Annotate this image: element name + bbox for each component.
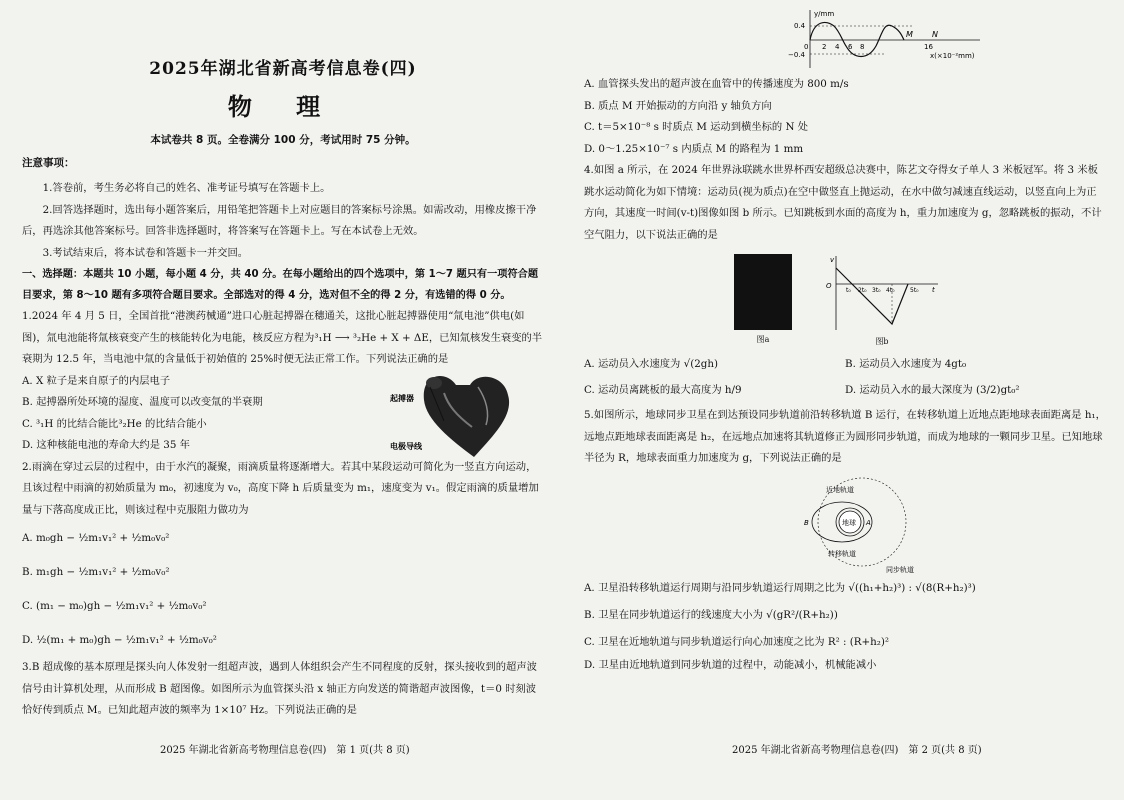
- question-3: [22, 657, 544, 722]
- option-d: D. 运动员入水的最大深度为 (3/2)gt₀²: [845, 384, 1020, 396]
- wave-y-axis-label: y/mm: [814, 10, 835, 18]
- question-5: [584, 405, 1106, 676]
- option-a: A. 运动员入水速度为 √(2gh): [584, 358, 718, 370]
- q3-option-a: A. 血管探头发出的超声波在血管中的传播速度为 800 m/s: [584, 78, 849, 90]
- option-d: D. 这种核能电池的寿命大约是 35 年: [22, 439, 190, 451]
- question-stem: 4.如图 a 所示，在 2024 年世界泳联跳水世界杯西安超级总决赛中，陈艺文夺得女子单人 3 米板冠军。将 3 米板跳水运动简化为如下情境：运动员(视为质点)在空中做竖直上抛运动，在水中做匀减速直线运动，以竖直向上为正方向，其速度一时间(v-t)图像如图 b 所示。已知跳板到水面的高度为 h，重力加速度为 g，忽略跳板的振动，不计空气阻力，以下说法正确的是: [584, 164, 1102, 241]
- notice-item: 1.答卷前，考生务必将自己的姓名、准考证号填写在答题卡上。: [42, 182, 331, 194]
- wave-tick: 16: [924, 43, 933, 51]
- option-c: C. (m₁ − m₀)gh − ½m₁v₁² + ½m₀v₀²: [22, 600, 207, 612]
- option-b: B. 起搏器所处环境的湿度、温度可以改变氚的半衰期: [22, 396, 263, 408]
- wave-x-axis-label: x(×10⁻²mm): [930, 52, 975, 60]
- notice-item: 2.回答选择题时，选出每小题答案后，用铅笔把答题卡上对应题目的答案标号涂黑。如需改动，用橡皮擦干净后，再选涂其他答案标号。回答非选择题时，将答案写在答题卡上。写在本试卷上无效。: [22, 203, 537, 237]
- lead-wire-label: 电极导线: [390, 441, 422, 451]
- option-a: A. 卫星沿转移轨道运行周期与沿同步轨道运行周期之比为 √((h₁+h₂)³) : √(8(R+h₂)³): [584, 581, 976, 594]
- graph-tick: t₀: [846, 287, 851, 294]
- notice-heading: 注意事项：: [22, 157, 75, 169]
- wave-figure: [784, 8, 984, 70]
- figure-a-caption: 图a: [756, 335, 770, 344]
- q3-option-b: B. 质点 M 开始振动的方向沿 y 轴负方向: [584, 99, 772, 112]
- wave-tick: 6: [848, 43, 853, 51]
- wave-tick: 2: [822, 43, 827, 51]
- q3-option-c: C. t＝5×10⁻⁸ s 时质点 M 运动到横坐标的 N 处: [584, 121, 809, 133]
- option-c: C. 卫星在近地轨道与同步轨道运行向心加速度之比为 R² : (R+h₂)²: [584, 635, 890, 648]
- option-b: B. 运动员入水速度为 4gt₀: [845, 358, 967, 370]
- graph-t-label: t: [932, 286, 935, 294]
- option-d: D. 卫星由近地轨道到同步轨道的过程中，动能减小，机械能减小: [584, 658, 877, 671]
- point-a-label: A: [866, 518, 871, 527]
- graph-origin: O: [826, 282, 832, 290]
- graph-tick: 2t₀: [858, 287, 867, 294]
- graph-tick: 5t₀: [910, 287, 919, 294]
- question-stem: 2.雨滴在穿过云层的过程中，由于水汽的凝聚，雨滴质量将逐渐增大。若其中某段运动可简化为一竖直方向运动，且该过程中雨滴的初始质量为 m₀，初速度为 v₀，高度下降 h 后质量变为 m₁，速度变为 v₁。假定雨滴的质量增加量与下落高度成正比，则该过程中克服阻力做功为: [22, 460, 539, 516]
- graph-tick: 4t₀: [886, 287, 895, 294]
- notice-item: 3.考试结束后，将本试卷和答题卡一并交回。: [42, 246, 249, 259]
- q3-option-d: D. 0～1.25×10⁻⁷ s 内质点 M 的路程为 1 mm: [584, 142, 804, 155]
- pacemaker-figure: [386, 365, 526, 461]
- wave-tick: 0.4: [794, 22, 806, 30]
- section-heading: 一、选择题：本题共 10 小题，每小题 4 分，共 40 分。在每小题给出的四个选项中，第 1～7 题只有一项符合题目要求，第 8～10 题有多项符合题目要求。全部选对的得 4 分，选对但不全的得 2 分，有选错的得 0 分。: [22, 269, 539, 301]
- question-1: [22, 306, 544, 457]
- wave-tick: 4: [835, 43, 840, 51]
- diving-photo: [734, 254, 792, 330]
- figure-a: [734, 254, 792, 347]
- question-stem: 1.2024 年 4 月 5 日，全国首批“港澳药械通”进口心脏起搏器在穗通关，这批心脏起搏器使用“氚电池”供电(如图)，氚电池能将氚核衰变产生的核能转化为电能，核反应方程为³₁H ⟶ ³₂He + X + ΔE，已知氚核发生衰变的半衰期为 12.5 年，当电池中氚的含量低于初始值的 25%时便无法正常工作。下列说法正确的是: [22, 310, 543, 365]
- option-c: C. 运动员离跳板的最大高度为 h/9: [584, 384, 742, 396]
- exam-page-2: [562, 0, 1124, 800]
- option-d: D. ½(m₁ + m₀)gh − ½m₁v₁² + ½m₀v₀²: [22, 634, 217, 646]
- point-m-label: M: [906, 30, 913, 39]
- option-b: B. m₁gh − ½m₁v₁² + ½m₀v₀²: [22, 566, 170, 578]
- pacemaker-label: 起搏器: [390, 393, 414, 403]
- point-n-label: N: [932, 30, 938, 39]
- graph-v-label: v: [830, 256, 835, 264]
- earth-label: 地球: [842, 518, 856, 527]
- option-a: A. X 粒子是来自原子的内层电子: [22, 374, 171, 387]
- wave-tick: −0.4: [788, 51, 805, 59]
- question-2: [22, 457, 544, 658]
- question-stem: 5.如图所示，地球同步卫星在到达预设同步轨道前沿转移轨道 B 运行，在转移轨道上近地点距地球表面距离是 h₁，远地点距地球表面距离是 h₂，在远地点加速将其轨道修正为圆形同步轨道，而成为地球的一颗同步卫星。已知地球半径为 R，地球表面重力加速度为 g，下列说法正确的是: [584, 409, 1106, 464]
- wave-tick: 8: [860, 43, 865, 51]
- option-c: C. ³₁H 的比结合能比³₂He 的比结合能小: [22, 417, 207, 430]
- point-b-label: B: [804, 518, 809, 527]
- figure-b: [822, 254, 942, 347]
- near-earth-orbit-label: 近地轨道: [826, 485, 854, 494]
- question-4: [584, 160, 1106, 405]
- wave-tick: 0: [804, 43, 809, 51]
- question-stem: 3.B 超成像的基本原理是探头向人体发射一组超声波，遇到人体组织会产生不同程度的反射，探头接收到的超声波信号由计算机处理，从而形成 B 超图像。如图所示为血管探头沿 x 轴正方向发送的简谐超声波图像，t＝0 时刻波恰好传到质点 M。已知此超声波的频率为 1×10⁷ Hz。下列说法正确的是: [22, 661, 537, 716]
- sync-orbit-label: 同步轨道: [886, 565, 914, 574]
- subject-title: 物 理: [227, 92, 339, 121]
- graph-tick: 3t₀: [872, 287, 881, 294]
- figure-b-caption: 图b: [875, 337, 889, 346]
- option-a: A. m₀gh − ½m₁v₁² + ½m₀v₀²: [22, 532, 170, 544]
- orbit-figure: [794, 476, 954, 576]
- score-line: 本试卷共 8 页。全卷满分 100 分，考试用时 75 分钟。: [150, 134, 416, 146]
- exam-title: 2025年湖北省新高考信息卷(四): [149, 59, 417, 79]
- vt-graph: [822, 254, 942, 332]
- page-footer: 2025 年湖北省新高考物理信息卷(四) 第 1 页(共 8 页): [160, 745, 410, 756]
- page-footer: 2025 年湖北省新高考物理信息卷(四) 第 2 页(共 8 页): [732, 745, 982, 756]
- transfer-orbit-label: 转移轨道: [828, 549, 856, 558]
- option-b: B. 卫星在同步轨道运行的线速度大小为 √(gR²/(R+h₂)): [584, 608, 838, 621]
